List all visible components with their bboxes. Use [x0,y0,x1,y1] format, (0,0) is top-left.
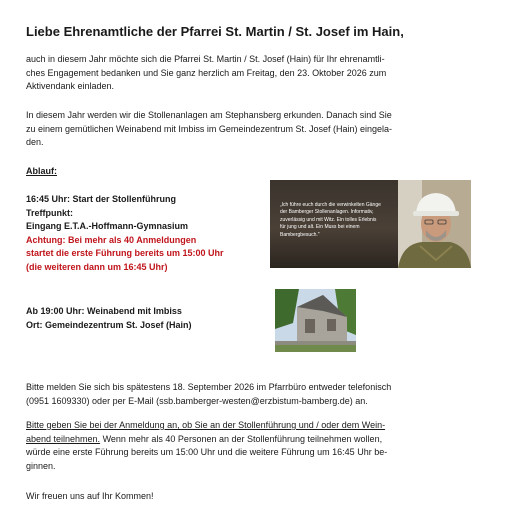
plan-line-1: In diesem Jahr werden wir die Stollenanlagen am Stephansberg erkunden. Danach sind Sie [26,110,392,120]
community-center-photo [275,289,356,352]
plan-line-3: den. [26,137,44,147]
request-paragraph [26,419,470,473]
ablauf-heading: Ablauf: [26,166,57,176]
evening-block [26,305,470,332]
photo-quote-line-2: der Bamberger Stollenanlagen. Informativ, [280,209,374,216]
photo-quote-line-3: zuverlässig und mit Witz. Ein tolles Erlebnis [280,216,377,223]
intro-paragraph [26,53,470,94]
request-line-4: ginnen. [26,460,56,471]
meeting-label: Treffpunkt: [26,207,73,218]
request-line-3: würde eine erste Führung bereits um 15:00 Uhr und die weitere Führung um 16:45 Uhr be- [26,447,388,457]
request-underlined-2: abend teilnehmen. [26,433,101,444]
meeting-place: Eingang E.T.A.-Hoffmann-Gymnasium [26,221,189,231]
intro-line-3: Aktivendank einladen. [26,81,115,91]
intro-line-2: ches Engagement bedanken und Sie ganz herzlich am Freitag, den 23. Oktober 2026 zum [26,67,387,78]
tour-guide-photo [270,180,471,268]
evening-time: Ab 19:00 Uhr: Weinabend mit Imbiss [26,306,182,316]
request-line-2 [26,433,470,447]
request-underlined-1: Bitte geben Sie bei der Anmeldung an, ob Sie an der Stollenführung und / oder dem Wein- [26,420,386,430]
registration-line-2: (0951 1609330) oder per E-Mail (ssb.bamberger-westen@erzbistum-bamberg.de) an. [26,395,368,406]
letter-salutation: Liebe Ehrenamtliche der Pfarrei St. Martin / St. Josef im Hain, [26,24,404,39]
photo-quote-line-4: für jung und alt. Ein Muss bei einem [280,224,360,231]
evening-place: Ort: Gemeindezentrum St. Josef (Hain) [26,319,192,330]
warning-line-2: startet die erste Führung bereits um 15:00 Uhr [26,248,224,258]
photo-quote [280,202,398,239]
closing-line: Wir freuen uns auf Ihr Kommen! [26,491,154,501]
request-rest-2: Wenn mehr als 40 Personen an der Stollenführung teilnehmen wollen, [100,433,383,444]
tour-start: 16:45 Uhr: Start der Stollenführung [26,194,177,204]
plan-paragraph [26,109,470,150]
intro-line-1: auch in diesem Jahr möchte sich die Pfarrei St. Martin / St. Josef (Hain) für Ihr ehrenamtli- [26,54,385,64]
warning-line-1: Achtung: Bei mehr als 40 Anmeldungen [26,234,197,245]
church-building-image [275,289,356,352]
registration-line-1: Bitte melden Sie sich bis spätestens 18. September 2026 im Pfarrbüro entweder telefonisch [26,382,392,392]
photo-quote-line-5: Bambergbesuch." [280,231,320,238]
plan-line-2: zu einem gemütlichen Weinabend mit Imbiss im Gemeindezentrum St. Josef (Hain) eingela- [26,123,392,134]
warning-line-3: (die weiteren dann um 16:45 Uhr) [26,261,168,272]
registration-paragraph [26,381,470,408]
photo-quote-line-1: „Ich führe euch durch die verwinkelten Gänge [280,202,381,208]
